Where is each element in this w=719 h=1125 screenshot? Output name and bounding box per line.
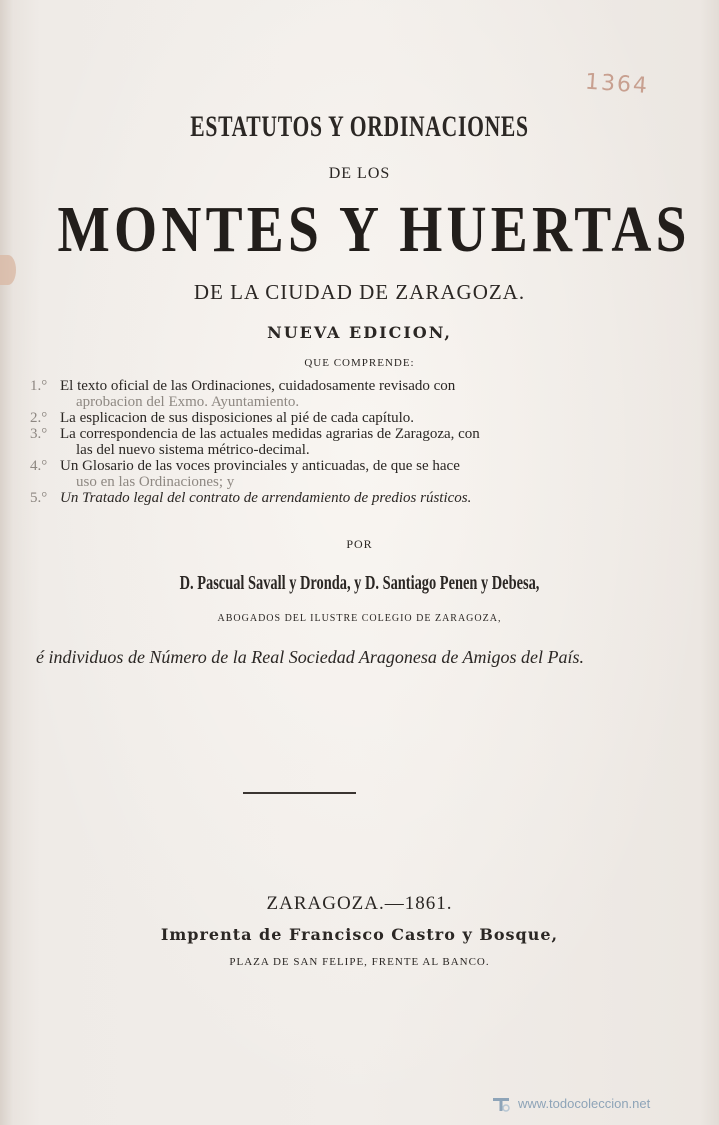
comprende-label: QUE COMPRENDE: bbox=[304, 357, 415, 369]
main-title: MONTES Y HUERTAS bbox=[57, 193, 691, 266]
item-number: 4.° bbox=[30, 458, 48, 474]
authors: D. Pascual Savall y Dronda, y D. Santiago Penen y Debesa, bbox=[179, 572, 540, 594]
watermark-text: www.todocoleccion.net bbox=[518, 1095, 651, 1111]
por-label: POR bbox=[346, 537, 373, 551]
item-continuation: las del nuevo sistema métrico-decimal. bbox=[76, 442, 310, 458]
edition-label: NUEVA EDICION, bbox=[267, 323, 452, 342]
item-number: 5.° bbox=[30, 490, 48, 506]
item-number: 2.° bbox=[30, 410, 48, 426]
abogados-line: ABOGADOS DEL ILUSTRE COLEGIO DE ZARAGOZA, bbox=[217, 613, 502, 624]
todocoleccion-logo-icon bbox=[490, 1092, 512, 1114]
title-line-1: ESTATUTOS Y ORDINACIONES bbox=[190, 110, 529, 143]
divider-rule bbox=[243, 792, 356, 794]
printer-name: Imprenta de Francisco Castro y Bosque, bbox=[160, 925, 559, 944]
city-year: ZARAGOZA.—1861. bbox=[266, 893, 453, 914]
list-item bbox=[30, 378, 600, 410]
list-item bbox=[30, 410, 600, 426]
title-line-2: DE LOS bbox=[328, 165, 391, 182]
item-number: 3.° bbox=[30, 426, 48, 442]
watermark bbox=[490, 1092, 650, 1114]
item-text: Un Glosario de las voces provinciales y anticuadas, de que se hace bbox=[60, 458, 460, 474]
item-number: 1.° bbox=[30, 378, 48, 394]
list-item bbox=[30, 490, 600, 506]
sociedad-line: é individuos de Número de la Real Sociedad Aragonesa de Amigos del País. bbox=[35, 647, 585, 667]
list-item bbox=[30, 458, 600, 490]
printer-address: PLAZA DE SAN FELIPE, FRENTE AL BANCO. bbox=[229, 956, 490, 968]
handwritten-annotation: 1364 bbox=[584, 69, 650, 99]
item-text: Un Tratado legal del contrato de arrendamiento de predios rústicos. bbox=[60, 490, 472, 506]
item-continuation: uso en las Ordinaciones; y bbox=[76, 474, 235, 490]
item-text: El texto oficial de las Ordinaciones, cuidadosamente revisado con bbox=[60, 378, 456, 394]
title-line-4: DE LA CIUDAD DE ZARAGOZA. bbox=[193, 280, 526, 304]
item-continuation: aprobacion del Exmo. Ayuntamiento. bbox=[76, 394, 300, 410]
item-text: La correspondencia de las actuales medidas agrarias de Zaragoza, con bbox=[60, 426, 480, 442]
item-text: La esplicacion de sus disposiciones al pié de cada capítulo. bbox=[60, 410, 415, 426]
list-item bbox=[30, 426, 600, 458]
contents-list bbox=[30, 378, 600, 506]
